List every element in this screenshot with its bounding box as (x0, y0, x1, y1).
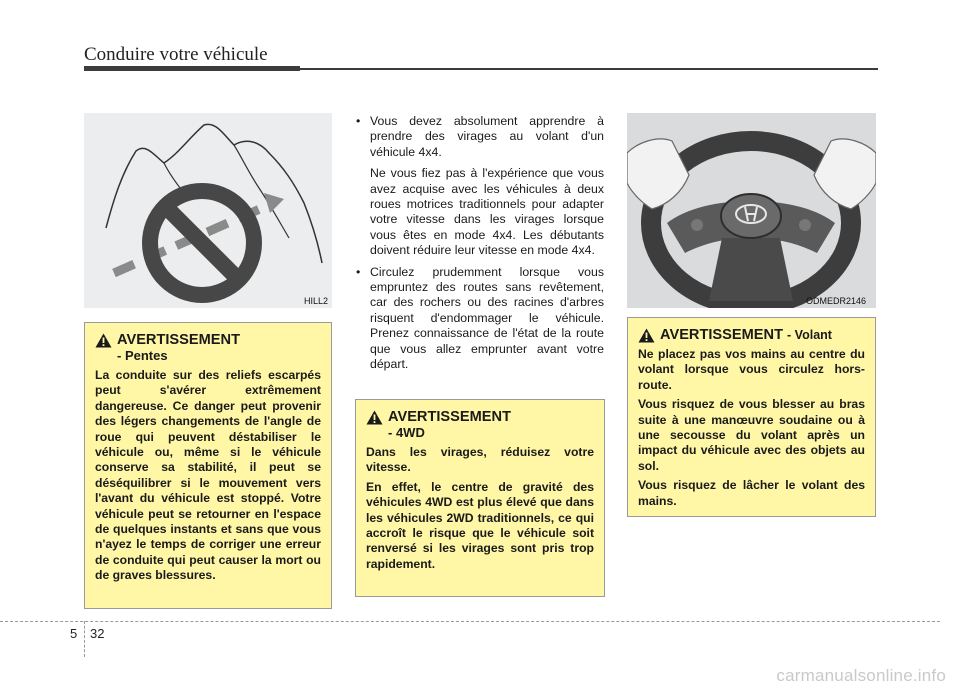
figure-code-left: HILL2 (304, 296, 329, 306)
header-rule (84, 66, 300, 71)
driving-tips-list (356, 114, 604, 379)
warning-heading (366, 409, 594, 441)
figure-code-right: ODMEDR2146 (806, 296, 867, 306)
warning-box-steering (627, 317, 876, 517)
warning-box-slopes (84, 322, 332, 609)
warning-title-main: AVERTISSEMENT (660, 327, 783, 343)
watermark: carmanualsonline.info (776, 666, 946, 685)
tip-unpaved-roads: Circulez prudemment lorsque vous empruntez des routes sans revêtement, car des rochers ou des racines d'arbres risquent d'endommager le véhicule. Prenez connaissance de l'état de la route que vous allez emprunter avant votre départ. (370, 264, 604, 372)
warning-title: AVERTISSEMENT (117, 332, 240, 348)
warning-text: En effet, le centre de gravité des véhicules 4WD est plus élevé que dans les véhicules 2WD traditionnels, ce qui accroît le risque que le véhicule soit renversé si les virages sont pris trop rapidement. (366, 479, 594, 571)
tip-4x4-experience: Ne vous fiez pas à l'expérience que vous avez acquise avec les véhicules à deux roues motrices traditionnels pour adapter votre vitesse dans les virages lorsque vous êtes en mode 4x4. Les débutants doivent réduire leur vitesse en mode 4x4. (370, 166, 604, 258)
chapter-number: 5 (70, 626, 78, 641)
warning-text: La conduite sur des reliefs escarpés peut s'avérer extrêmement dangereuse. Ce danger peut provenir des légers changements de l'angle de roue qui peuvent déstabiliser le véhicule ou, même si le véhicule conserve sa stabilité, il peut se déséquilibrer si le mouvement vers l'avant du véhicule est stoppé. Votre véhicule peut se retourner en l'espace de quelques instants et sans que vous n'ayez le temps de corriger une erreur de conduite qui peut causer la mort ou de graves blessures. (95, 368, 321, 583)
warning-text: Ne placez pas vos mains au centre du volant lorsque vous circulez hors-route. (638, 347, 865, 392)
warning-heading (638, 327, 865, 343)
no-entry-sign-icon (84, 113, 332, 308)
warning-subtitle: - Volant (787, 328, 832, 342)
footer-rule (0, 621, 940, 622)
warning-triangle-icon (366, 410, 383, 425)
warning-subtitle: - 4WD (388, 425, 425, 440)
bullet-dot: • (356, 264, 361, 279)
warning-box-4wd (355, 399, 605, 597)
warning-text: Vous risquez de vous blesser au bras suite à une manœuvre soudaine ou à une secousse du volant après un impact du véhicule avec des objets au sol. (638, 397, 865, 473)
page-number: 32 (90, 626, 105, 641)
header-rule-thin (300, 68, 878, 70)
warning-triangle-icon (95, 333, 112, 348)
page-header-title: Conduire votre véhicule (84, 44, 268, 65)
steering-wheel-icon (627, 113, 876, 308)
warning-heading (95, 332, 321, 364)
list-item (356, 114, 604, 259)
bullet-dot: • (356, 114, 361, 128)
warning-subtitle: - Pentes (117, 348, 168, 363)
warning-text: Dans les virages, réduisez votre vitesse. (366, 445, 594, 475)
tip-4x4-turns: Vous devez absolument apprendre à prendre des virages au volant d'un véhicule 4x4. (370, 114, 604, 159)
hills-prohibition-figure (84, 113, 332, 308)
steering-wheel-figure (627, 113, 876, 308)
warning-text: Vous risquez de lâcher le volant des mains. (638, 478, 865, 508)
footer-divider (84, 621, 85, 657)
warning-title (660, 327, 865, 343)
list-item (356, 265, 604, 373)
warning-title: AVERTISSEMENT (388, 409, 511, 425)
warning-triangle-icon (638, 328, 655, 343)
